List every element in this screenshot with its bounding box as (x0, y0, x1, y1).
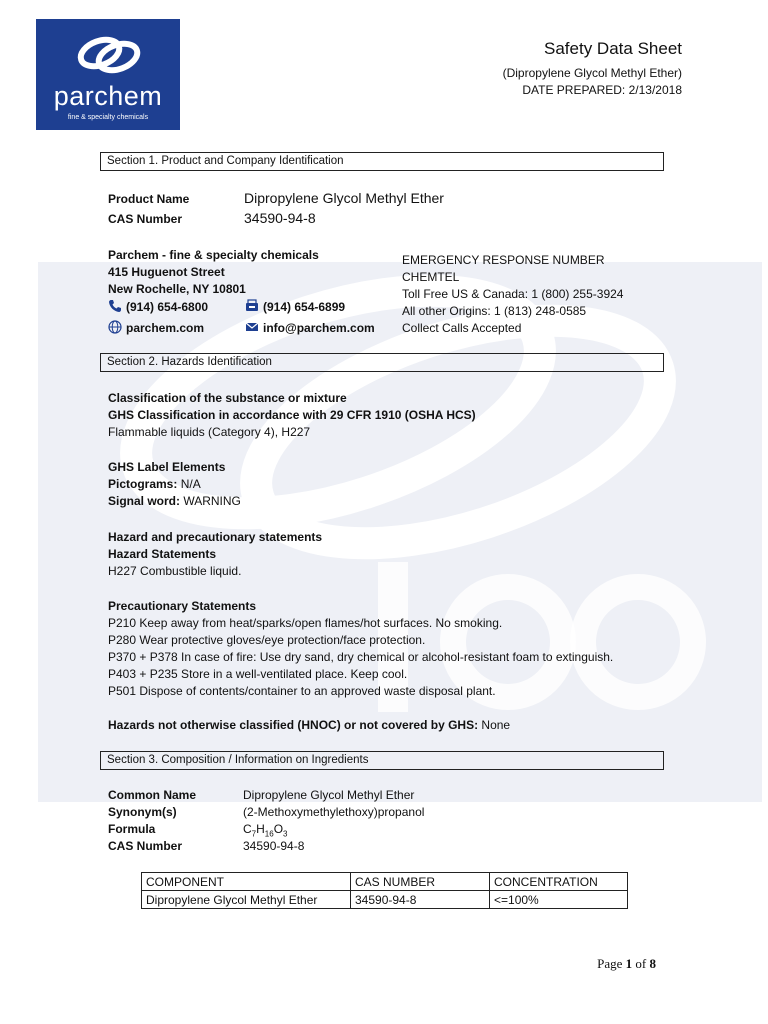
synonyms-label: Synonym(s) (108, 805, 177, 819)
company-city: New Rochelle, NY 10801 (108, 282, 246, 296)
precautionary-statement: P403 + P235 Store in a well-ventilated place. Keep cool. (108, 667, 408, 681)
column-header: COMPONENT (142, 873, 351, 891)
page-total: 8 (649, 956, 656, 971)
formula-c-count: 7 (251, 829, 257, 839)
section-1-header: Section 1. Product and Company Identification (100, 152, 664, 171)
signal-word-line (108, 494, 241, 508)
precautionary-statement: P501 Dispose of contents/container to an approved waste disposal plant. (108, 684, 496, 698)
precautionary-statement: P280 Wear protective gloves/eye protection/face protection. (108, 633, 426, 647)
logo-name: parchem (53, 81, 163, 111)
common-name-label: Common Name (108, 788, 197, 802)
cas-number-label-s3: CAS Number (108, 839, 183, 853)
formula-h: H (256, 822, 265, 836)
ghs-classification-heading: GHS Classification in accordance with 29 CFR 1910 (OSHA HCS) (108, 408, 476, 422)
formula-o: O (273, 822, 284, 836)
logo-tagline: fine & specialty chemicals (67, 114, 149, 121)
table-row (142, 891, 628, 909)
formula-label: Formula (108, 822, 156, 836)
pictograms-line (108, 477, 201, 491)
table-cell: <=100% (490, 891, 628, 909)
precautionary-heading: Precautionary Statements (108, 599, 257, 613)
cas-number-value: 34590-94-8 (244, 210, 316, 226)
phone-number: (914) 654-6800 (126, 300, 209, 314)
fax-line (245, 299, 345, 314)
pictograms-label: Pictograms: (108, 477, 178, 491)
phone-line (108, 299, 208, 314)
website-line (108, 320, 204, 335)
formula-h-count: 16 (264, 829, 274, 839)
fax-number: (914) 654-6899 (263, 300, 346, 314)
table-cell: 34590-94-8 (351, 891, 490, 909)
emergency-title: EMERGENCY RESPONSE NUMBER (402, 253, 605, 267)
hazard-precautionary-heading: Hazard and precautionary statements (108, 530, 323, 544)
formula-o-count: 3 (283, 829, 288, 839)
emergency-collect: Collect Calls Accepted (402, 321, 522, 335)
emergency-other-origins: All other Origins: 1 (813) 248-0585 (402, 304, 587, 318)
company-street: 415 Huguenot Street (108, 265, 225, 279)
date-prepared: DATE PREPARED: 2/13/2018 (522, 83, 682, 97)
precautionary-statement: P210 Keep away from heat/sparks/open flames/hot surfaces. No smoking. (108, 616, 503, 630)
hazard-statement: H227 Combustible liquid. (108, 564, 242, 578)
column-header: CAS NUMBER (351, 873, 490, 891)
document-subtitle: (Dipropylene Glycol Methyl Ether) (502, 66, 682, 80)
email-icon (245, 320, 259, 334)
cas-number-value-s3: 34590-94-8 (243, 839, 305, 853)
hnoc-line (108, 718, 510, 732)
column-header: CONCENTRATION (490, 873, 628, 891)
signal-word-value: WARNING (183, 494, 241, 508)
section-2-header: Section 2. Hazards Identification (100, 353, 664, 372)
email-link[interactable]: info@parchem.com (263, 321, 375, 335)
common-name-value: Dipropylene Glycol Methyl Ether (243, 788, 415, 802)
of-word: of (635, 956, 647, 971)
hnoc-label: Hazards not otherwise classified (HNOC) or not covered by GHS: (108, 718, 479, 732)
emergency-toll-free: Toll Free US & Canada: 1 (800) 255-3924 (402, 287, 624, 301)
precautionary-statement: P370 + P378 In case of fire: Use dry sand, dry chemical or alcohol-resistant foam to extinguish. (108, 650, 614, 664)
formula-c: C (243, 822, 252, 836)
pictograms-value: N/A (180, 477, 201, 491)
email-line (245, 320, 375, 335)
ghs-label-elements: GHS Label Elements (108, 460, 226, 474)
composition-table (141, 872, 628, 909)
table-cell: Dipropylene Glycol Methyl Ether (142, 891, 351, 909)
fax-icon (245, 299, 259, 313)
parchem-logo (36, 19, 180, 130)
ghs-classification-value: Flammable liquids (Category 4), H227 (108, 425, 311, 439)
product-name-label: Product Name (108, 192, 190, 206)
table-header-row (142, 873, 628, 891)
hnoc-value: None (481, 718, 511, 732)
cas-number-label: CAS Number (108, 212, 183, 226)
hazard-statements-heading: Hazard Statements (108, 547, 217, 561)
phone-icon (108, 299, 122, 313)
globe-icon (108, 320, 122, 334)
product-name-value: Dipropylene Glycol Methyl Ether (244, 190, 444, 206)
company-name: Parchem - fine & specialty chemicals (108, 248, 319, 262)
page-indicator (597, 956, 656, 972)
document-title: Safety Data Sheet (544, 39, 682, 58)
section-3-header: Section 3. Composition / Information on Ingredients (100, 751, 664, 770)
signal-word-label: Signal word: (108, 494, 180, 508)
page-word: Page (597, 956, 623, 971)
formula-value (243, 822, 288, 838)
page-number: 1 (625, 956, 633, 971)
classification-heading: Classification of the substance or mixture (108, 391, 347, 405)
website-link[interactable]: parchem.com (126, 321, 205, 335)
emergency-org: CHEMTEL (402, 270, 460, 284)
synonyms-value: (2-Methoxymethylethoxy)propanol (243, 805, 425, 819)
